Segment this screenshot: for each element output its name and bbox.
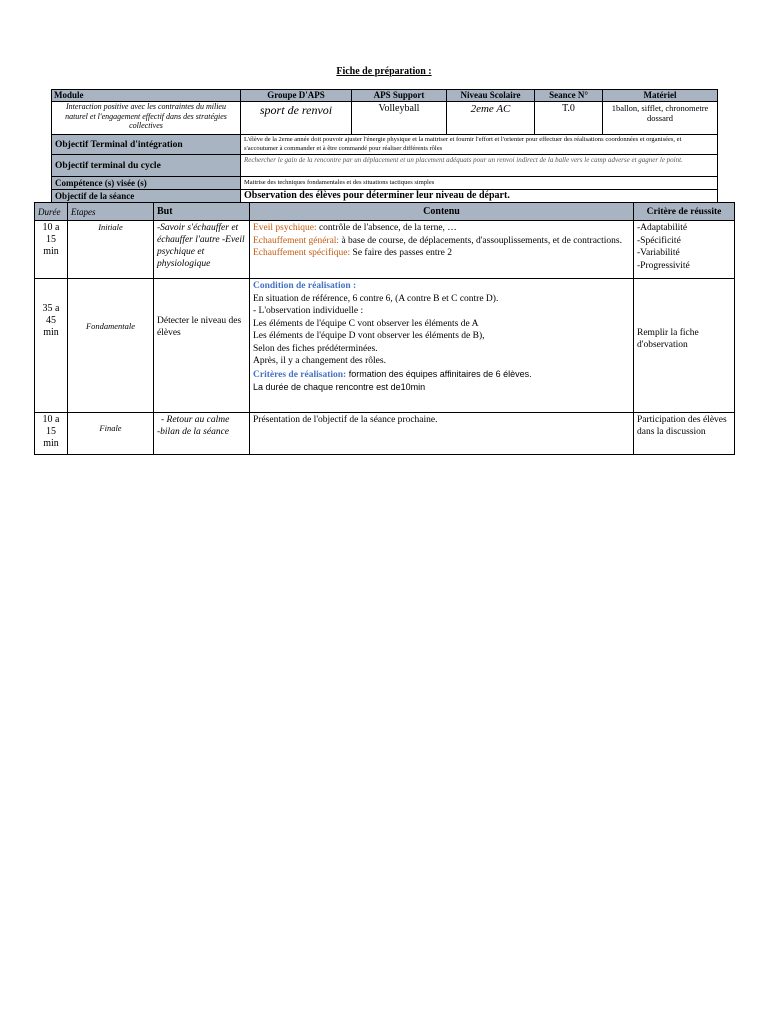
critere-item: -Variabilité <box>637 248 680 258</box>
row1-critere <box>634 221 735 279</box>
seance-value: T.0 <box>535 102 603 135</box>
but-retour: - Retour au calme <box>161 415 230 425</box>
col-module: Module <box>52 90 241 102</box>
row2-duree: 35 a 45 min <box>35 279 68 413</box>
objective-text-integration: L'élève de la 2eme année doit pouvoir ajuster l'énergie physique et la maitriser et fournir l'effort et l'orienter pour effectuer des réalisations coordonnées et organisées, et s'accoutumer à commander et à être commandé pour réaliser différents rôles <box>241 135 718 155</box>
col-but: But <box>154 203 250 221</box>
objective-label-seance: Objectif de la séance <box>52 190 241 203</box>
condition-label: Condition de réalisation : <box>253 281 357 291</box>
aps-support-value: Volleyball <box>352 102 447 135</box>
contenu-line: Après, il y a changement des rôles. <box>253 356 386 366</box>
col-aps-support: APS Support <box>352 90 447 102</box>
page-title: Fiche de préparation : <box>336 66 432 77</box>
row2-but: Détecter le niveau des élèves <box>154 279 250 413</box>
eveil-label: Eveil psychique: <box>253 223 317 233</box>
echauffement-general-text: à base de course, de déplacements, d'assouplissements, et de contractions. <box>339 235 623 246</box>
objective-text-competence: Maitrise des techniques fondamentales et des situations tactiques simples <box>241 177 718 190</box>
but-bilan: -bilan de la séance <box>157 427 230 437</box>
row3-critere: Participation des élèves dans la discussion <box>634 413 735 455</box>
table-row <box>35 279 735 413</box>
objective-label-integration: Objectif Terminal d'intégration <box>52 135 241 155</box>
duree-text: La durée de chaque rencontre est de10min <box>253 382 426 392</box>
contenu-line: Les éléments de l'équipe C vont observer les éléments de A <box>253 318 479 329</box>
col-critere: Critère de réussite <box>634 203 735 221</box>
critere-item: -Spécificité <box>637 235 681 246</box>
contenu-line: - L'observation individuelle : <box>253 306 364 316</box>
criteres-label: Critères de réalisation: <box>253 369 347 380</box>
objective-label-cycle: Objectif terminal du cycle <box>52 155 241 177</box>
row1-etape: Initiale <box>68 221 154 279</box>
row2-contenu <box>250 279 634 413</box>
materiel-value: 1ballon, sifflet, chronometre dossard <box>603 102 718 135</box>
objective-label-competence: Compétence (s) visée (s) <box>52 177 241 190</box>
echauffement-specifique-text: Se faire des passes entre 2 <box>350 248 452 258</box>
echauffement-specifique-label: Echauffement spécifique: <box>253 248 351 258</box>
row1-duree: 10 a 15 min <box>35 221 68 279</box>
col-groupe: Groupe D'APS <box>241 90 352 102</box>
groupe-value: sport de renvoi <box>241 102 352 135</box>
col-contenu: Contenu <box>250 203 634 221</box>
eveil-text: contrôle de l'absence, de la terne, … <box>316 223 457 233</box>
row2-etape: Fondamentale <box>68 279 154 413</box>
objective-text-cycle: Rechercher le gain de la rencontre par un déplacement et un placement adéquats pour un renvoi indirect de la balle vers le camp adverse et gagner le point. <box>241 155 718 177</box>
row3-duree: 10 a 15 min <box>35 413 68 455</box>
module-value: Interaction positive avec les contraintes du milieu naturel et l'engagement effectif dans des stratégies collectives <box>52 102 241 135</box>
contenu-line: Selon des fiches prédéterminées. <box>253 343 378 354</box>
objective-text-seance: Observation des élèves pour déterminer leur niveau de départ. <box>241 190 718 203</box>
table-row <box>35 221 735 279</box>
echauffement-general-label: Echauffement général: <box>253 235 340 246</box>
main-table <box>34 202 735 455</box>
niveau-value: 2eme AC <box>447 102 535 135</box>
row1-contenu <box>250 221 634 279</box>
table-row <box>35 413 735 455</box>
col-materiel: Matériel <box>603 90 718 102</box>
header-table <box>51 89 718 135</box>
criteres-text: formation des équipes affinitaires de 6 élèves. <box>346 368 532 379</box>
critere-item: -Adaptabilité <box>637 223 688 233</box>
contenu-line: En situation de référence, 6 contre 6, (A contre B et C contre D). <box>253 293 499 304</box>
col-etapes: Etapes <box>68 203 154 221</box>
col-niveau: Niveau Scolaire <box>447 90 535 102</box>
row3-contenu: Présentation de l'objectif de la séance prochaine. <box>250 413 634 455</box>
row1-but: -Savoir s'échauffer et échauffer l'autre -Eveil psychique et physiologique <box>154 221 250 279</box>
row2-critere: Remplir la fiche d'observation <box>634 279 735 413</box>
col-duree: Durée <box>35 203 68 221</box>
objectives-table <box>51 134 718 203</box>
contenu-line: Les éléments de l'équipe D vont observer les éléments de B), <box>253 331 485 341</box>
col-seance: Seance N° <box>535 90 603 102</box>
row3-but <box>154 413 250 455</box>
row3-etape: Finale <box>68 413 154 455</box>
critere-item: -Progressivité <box>637 260 690 271</box>
